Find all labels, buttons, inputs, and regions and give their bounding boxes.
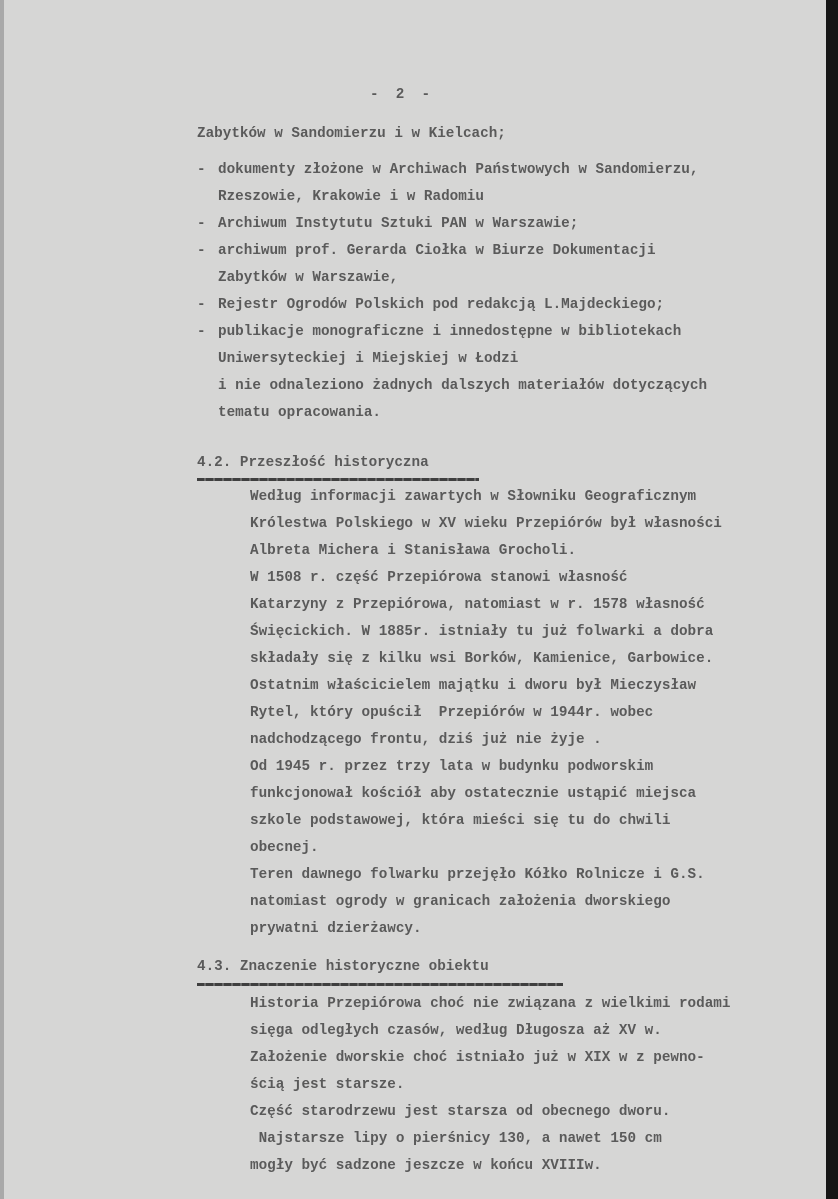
source-text: dokumenty złożone w Archiwach Państwowych w Sandomierzu,	[218, 162, 699, 178]
paragraph-line: ścią jest starsze.	[250, 1077, 405, 1093]
paragraph-line: W 1508 r. część Przepiórowa stanowi własność	[250, 570, 628, 586]
section-4-2-body	[250, 484, 722, 943]
source-list-item	[197, 184, 707, 211]
paragraph-line: Albreta Michera i Stanisława Grocholi.	[250, 543, 577, 559]
source-list-item	[197, 265, 707, 292]
source-text: archiwum prof. Gerarda Ciołka w Biurze Dokumentacji	[218, 243, 656, 259]
source-list-item	[197, 319, 707, 346]
scan-right-edge	[826, 0, 838, 1199]
source-text: Uniwersyteckiej i Miejskiej w Łodzi	[218, 351, 519, 367]
source-text: Rzeszowie, Krakowie i w Radomiu	[218, 189, 484, 205]
paragraph-line: Według informacji zawartych w Słowniku Geograficznym	[250, 489, 697, 505]
conclusion-line: i nie odnaleziono żadnych dalszych materiałów dotyczących	[218, 378, 708, 394]
paragraph-line: szkole podstawowej, która mieści się tu do chwili	[250, 813, 671, 829]
sources-list	[197, 157, 707, 427]
bullet-dash: -	[197, 243, 206, 259]
source-text: publikacje monograficzne i innedostępne w bibliotekach	[218, 324, 682, 340]
paragraph-line: prywatni dzierżawcy.	[250, 921, 422, 937]
intro-line: Zabytków w Sandomierzu i w Kielcach;	[197, 126, 506, 142]
conclusion-line: tematu opracowania.	[218, 405, 382, 421]
source-list-item	[197, 292, 707, 319]
paragraph-line: Rytel, który opuścił Przepiórów w 1944r. wobec	[250, 705, 654, 721]
paragraph-line: obecnej.	[250, 840, 319, 856]
paragraph-line: funkcjonował kościół aby ostatecznie ustąpić miejsca	[250, 786, 697, 802]
typewritten-page	[4, 0, 826, 1199]
section-4-2-underline	[197, 478, 479, 481]
paragraph-line: składały się z kilku wsi Borków, Kamienice, Garbowice.	[250, 651, 714, 667]
source-text: Rejestr Ogrodów Polskich pod redakcją L.Majdeckiego;	[218, 297, 665, 313]
bullet-dash: -	[197, 297, 206, 313]
paragraph-line: sięga odległych czasów, według Długosza aż XV w.	[250, 1023, 662, 1039]
paragraph-line: nadchodzącego frontu, dziś już nie żyje .	[250, 732, 602, 748]
paragraph-line: Teren dawnego folwarku przejęło Kółko Rolnicze i G.S.	[250, 867, 705, 883]
paragraph-line: Historia Przepiórowa choć nie związana z wielkimi rodami	[250, 996, 731, 1012]
bullet-dash: -	[197, 324, 206, 340]
source-text: Archiwum Instytutu Sztuki PAN w Warszawie;	[218, 216, 579, 232]
paragraph-line: Święcickich. W 1885r. istniały tu już folwarki a dobra	[250, 624, 714, 640]
source-text: Zabytków w Warszawie,	[218, 270, 399, 286]
page-number: - 2 -	[370, 87, 431, 103]
paragraph-line: Królestwa Polskiego w XV wieku Przepiórów był własności	[250, 516, 722, 532]
source-list-item	[197, 238, 707, 265]
section-4-2-heading: 4.2. Przeszłość historyczna	[197, 455, 429, 471]
section-4-3-heading: 4.3. Znaczenie historyczne obiektu	[197, 959, 489, 975]
section-4-3-body	[250, 991, 730, 1180]
bullet-dash: -	[197, 162, 206, 178]
paragraph-line: natomiast ogrody w granicach założenia dworskiego	[250, 894, 671, 910]
source-list-item	[197, 211, 707, 238]
paragraph-line: Najstarsze lipy o pierśnicy 130, a nawet 150 cm	[250, 1131, 662, 1147]
paragraph-line: Katarzyny z Przepiórowa, natomiast w r. 1578 własność	[250, 597, 705, 613]
paragraph-line: mogły być sadzone jeszcze w końcu XVIIIw.	[250, 1158, 602, 1174]
section-4-3-underline	[197, 983, 563, 986]
paragraph-line: Część starodrzewu jest starsza od obecnego dworu.	[250, 1104, 671, 1120]
paragraph-line: Od 1945 r. przez trzy lata w budynku podworskim	[250, 759, 654, 775]
bullet-dash: -	[197, 216, 206, 232]
source-list-item	[197, 157, 707, 184]
paragraph-line: Ostatnim właścicielem majątku i dworu był Mieczysław	[250, 678, 697, 694]
source-list-item	[197, 346, 707, 373]
paragraph-line: Założenie dworskie choć istniało już w XIX w z pewno-	[250, 1050, 705, 1066]
